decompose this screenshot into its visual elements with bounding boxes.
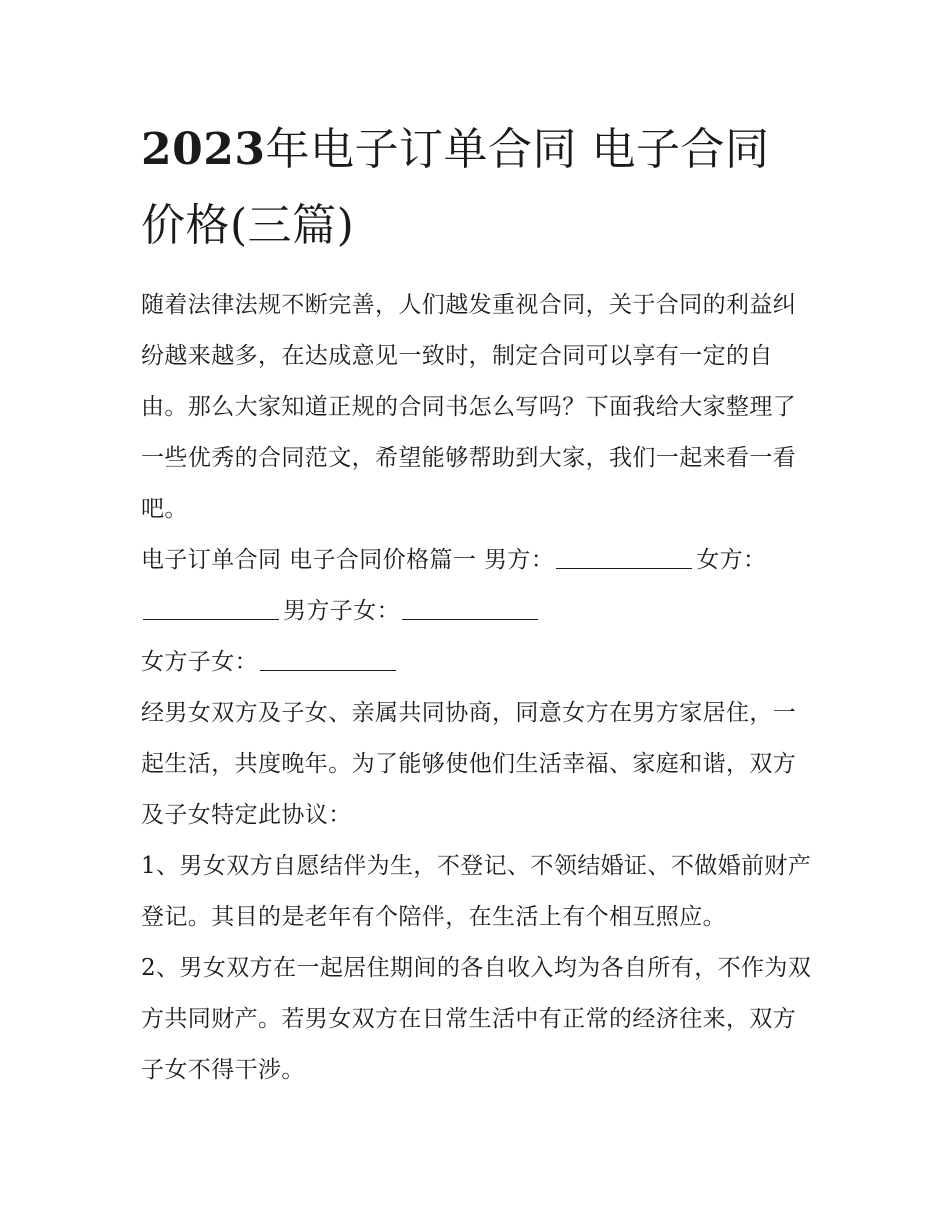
male-blank-line bbox=[556, 546, 692, 569]
male-children-label: 男方子女： bbox=[283, 598, 400, 624]
female-label: 女方： bbox=[696, 547, 767, 573]
agreement-paragraph: 经男女双方及子女、亲属共同协商，同意女方在男方家居住，一起生活，共度晚年。为了能够使他们生活幸福、家庭和谐，双方及子女特定此协议： bbox=[141, 700, 797, 828]
document-body bbox=[141, 280, 813, 1096]
female-children-paragraph bbox=[141, 637, 813, 688]
intro-paragraph: 随着法律法规不断完善，人们越发重视合同，关于合同的利益纠纷越来越多，在达成意见一致时，制定合同可以享有一定的自由。那么大家知道正规的合同书怎么写吗？下面我给大家整理了一些优秀的合同范文，希望能够帮助到大家，我们一起来看一看吧。 bbox=[141, 292, 797, 522]
clause-2: 2、男女双方在一起居住期间的各自收入均为各自所有，不作为双方共同财产。若男女双方在日常生活中有正常的经济往来，双方子女不得干涉。 bbox=[141, 955, 812, 1083]
title-text: 年电子订单合同 电子合同价格(三篇) bbox=[141, 124, 770, 251]
document-title bbox=[141, 112, 813, 264]
male-children-blank-line bbox=[402, 597, 538, 620]
parties-paragraph bbox=[141, 535, 813, 637]
female-children-blank-line bbox=[260, 648, 396, 671]
female-children-label: 女方子女： bbox=[141, 649, 258, 675]
document-page bbox=[141, 112, 813, 1096]
section-heading: 电子订单合同 电子合同价格篇一 bbox=[141, 547, 477, 573]
female-blank-line bbox=[143, 597, 279, 620]
male-label: 男方： bbox=[484, 547, 555, 573]
clause-1: 1、男女双方自愿结伴为生，不登记、不领结婚证、不做婚前财产登记。其目的是老年有个陪伴，在生活上有个相互照应。 bbox=[141, 853, 812, 930]
title-year: 2023 bbox=[141, 124, 266, 175]
